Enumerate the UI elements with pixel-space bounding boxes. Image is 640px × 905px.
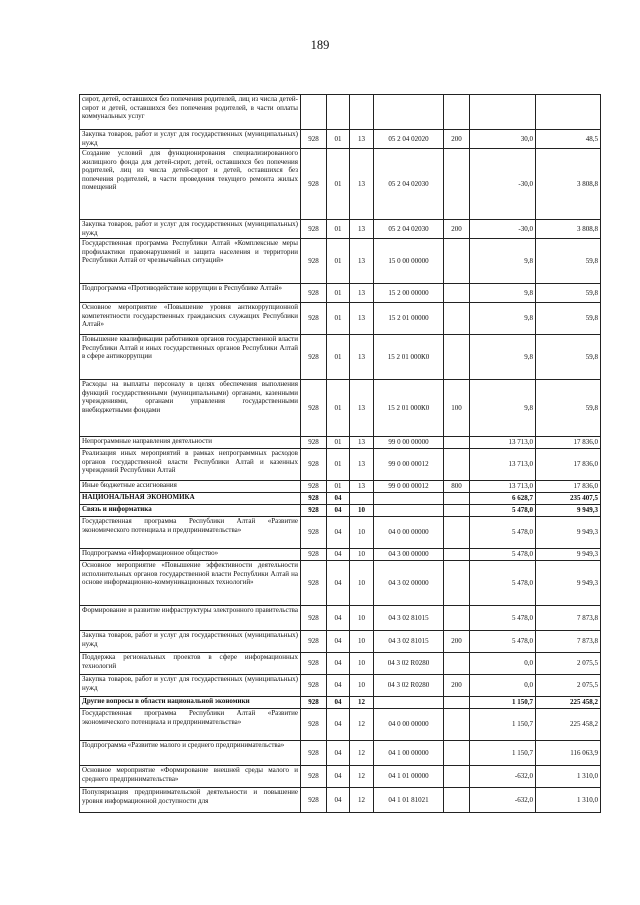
row-target-article: 99 0 00 00012 — [374, 481, 444, 493]
table-row — [80, 517, 601, 549]
row-expense-type — [444, 149, 470, 220]
row-amount-change: 1 150,7 — [470, 741, 536, 766]
row-grbs-code: 928 — [301, 766, 327, 788]
row-grbs-code: 928 — [301, 130, 327, 149]
row-subsection-code: 13 — [350, 437, 374, 449]
row-subsection-code: 10 — [350, 549, 374, 561]
row-amount-total: 3 808,8 — [536, 149, 601, 220]
row-grbs-code: 928 — [301, 653, 327, 675]
row-amount-change: 9,8 — [470, 380, 536, 437]
table-row — [80, 606, 601, 631]
row-target-article: 15 2 00 00000 — [374, 284, 444, 303]
row-amount-change: 1 150,7 — [470, 697, 536, 709]
row-subsection-code: 13 — [350, 449, 374, 481]
row-target-article: 15 2 01 00000 — [374, 303, 444, 335]
row-description: Формирование и развитие инфраструктуры электронного правительства — [80, 606, 301, 631]
row-subsection-code: 13 — [350, 239, 374, 284]
row-grbs-code: 928 — [301, 675, 327, 697]
row-target-article: 15 2 01 000К0 — [374, 380, 444, 437]
row-section-code: 01 — [327, 149, 350, 220]
row-expense-type — [444, 606, 470, 631]
row-expense-type — [444, 239, 470, 284]
row-amount-total: 59,8 — [536, 303, 601, 335]
row-description: Непрограммные направления деятельности — [80, 437, 301, 449]
row-subsection-code: 10 — [350, 505, 374, 517]
row-subsection-code: 10 — [350, 606, 374, 631]
table-row — [80, 95, 601, 130]
row-description: Популяризация предпринимательской деятельности и повышение уровня информационной доступности для — [80, 788, 301, 813]
row-description: Создание условий для функционирования специализированного жилищного фонда для детей-сирот, детей, оставшихся без попечения родителей, лиц из числа детей-сирот и детей, оставшихся без попечения родителей, в части проведения текущего ремонта жилых помещений — [80, 149, 301, 220]
row-grbs-code: 928 — [301, 449, 327, 481]
row-amount-total: 225 458,2 — [536, 697, 601, 709]
table-row — [80, 149, 601, 220]
row-amount-total: 3 808,8 — [536, 220, 601, 239]
row-description: Связь и информатика — [80, 505, 301, 517]
table-row — [80, 493, 601, 505]
row-section-code: 04 — [327, 493, 350, 505]
row-amount-total: 59,8 — [536, 284, 601, 303]
table-row — [80, 549, 601, 561]
row-amount-total: 116 063,9 — [536, 741, 601, 766]
row-subsection-code: 10 — [350, 653, 374, 675]
row-expense-type — [444, 505, 470, 517]
row-subsection-code: 13 — [350, 149, 374, 220]
budget-table-body — [80, 95, 601, 813]
row-description: НАЦИОНАЛЬНАЯ ЭКОНОМИКА — [80, 493, 301, 505]
row-description: Иные бюджетные ассигнования — [80, 481, 301, 493]
row-grbs-code: 928 — [301, 380, 327, 437]
row-grbs-code: 928 — [301, 606, 327, 631]
row-subsection-code: 13 — [350, 335, 374, 380]
row-section-code: 04 — [327, 675, 350, 697]
row-expense-type — [444, 303, 470, 335]
page-number: 189 — [310, 38, 330, 52]
row-target-article — [374, 505, 444, 517]
row-expense-type: 200 — [444, 220, 470, 239]
row-description: Закупка товаров, работ и услуг для государственных (муниципальных) нужд — [80, 220, 301, 239]
row-amount-total — [536, 95, 601, 130]
row-subsection-code: 13 — [350, 130, 374, 149]
row-grbs-code: 928 — [301, 493, 327, 505]
row-section-code: 04 — [327, 741, 350, 766]
row-amount-change: 5 478,0 — [470, 561, 536, 606]
row-amount-total: 1 310,0 — [536, 766, 601, 788]
row-expense-type — [444, 95, 470, 130]
table-row — [80, 220, 601, 239]
row-description: Повышение квалификации работников органов государственной власти Республики Алтай и иных государственных органов Республики Алтай в сфере антикоррупции — [80, 335, 301, 380]
row-subsection-code: 10 — [350, 675, 374, 697]
row-amount-total: 48,5 — [536, 130, 601, 149]
row-subsection-code: 13 — [350, 481, 374, 493]
row-description: Подпрограмма «Информационное общество» — [80, 549, 301, 561]
row-description: Государственная программа Республики Алтай «Развитие экономического потенциала и предпринимательства» — [80, 709, 301, 741]
row-subsection-code: 12 — [350, 766, 374, 788]
row-grbs-code: 928 — [301, 220, 327, 239]
row-section-code — [327, 95, 350, 130]
row-amount-change: 9,8 — [470, 284, 536, 303]
row-description: Другие вопросы в области национальной экономики — [80, 697, 301, 709]
row-section-code: 04 — [327, 709, 350, 741]
row-section-code: 04 — [327, 653, 350, 675]
table-row — [80, 766, 601, 788]
row-amount-total: 1 310,0 — [536, 788, 601, 813]
table-row — [80, 284, 601, 303]
row-amount-total: 59,8 — [536, 335, 601, 380]
row-section-code: 01 — [327, 437, 350, 449]
row-amount-total: 17 836,0 — [536, 481, 601, 493]
row-section-code: 01 — [327, 335, 350, 380]
row-expense-type: 200 — [444, 130, 470, 149]
row-grbs-code: 928 — [301, 149, 327, 220]
table-row — [80, 449, 601, 481]
row-target-article: 05 2 04 02030 — [374, 220, 444, 239]
row-expense-type: 800 — [444, 481, 470, 493]
row-amount-change: -30,0 — [470, 220, 536, 239]
table-row — [80, 561, 601, 606]
row-grbs-code: 928 — [301, 549, 327, 561]
row-amount-change: -632,0 — [470, 766, 536, 788]
row-target-article: 04 3 02 81015 — [374, 606, 444, 631]
row-section-code: 04 — [327, 788, 350, 813]
table-row — [80, 788, 601, 813]
row-target-article: 04 1 01 00000 — [374, 766, 444, 788]
row-subsection-code: 10 — [350, 631, 374, 653]
row-description: Основное мероприятие «Повышение эффективности деятельности исполнительных органов государственной власти Республики Алтай на основе информационно-коммуникационных технологий» — [80, 561, 301, 606]
row-description: Закупка товаров, работ и услуг для государственных (муниципальных) нужд — [80, 675, 301, 697]
row-amount-change: 5 478,0 — [470, 517, 536, 549]
row-amount-total: 225 458,2 — [536, 709, 601, 741]
row-amount-change: 1 150,7 — [470, 709, 536, 741]
row-amount-total: 9 949,3 — [536, 549, 601, 561]
row-target-article: 05 2 04 02020 — [374, 130, 444, 149]
table-row — [80, 697, 601, 709]
row-target-article: 04 0 00 00000 — [374, 709, 444, 741]
row-amount-total: 2 075,5 — [536, 653, 601, 675]
row-expense-type: 200 — [444, 631, 470, 653]
table-row — [80, 303, 601, 335]
row-amount-change: 13 713,0 — [470, 481, 536, 493]
table-row — [80, 709, 601, 741]
row-expense-type — [444, 766, 470, 788]
row-grbs-code: 928 — [301, 697, 327, 709]
row-section-code: 01 — [327, 130, 350, 149]
row-amount-total: 59,8 — [536, 380, 601, 437]
table-row — [80, 505, 601, 517]
row-amount-change: -632,0 — [470, 788, 536, 813]
row-target-article — [374, 697, 444, 709]
row-target-article — [374, 95, 444, 130]
row-description: Подпрограмма «Противодействие коррупции в Республике Алтай» — [80, 284, 301, 303]
row-amount-change: 13 713,0 — [470, 437, 536, 449]
table-row — [80, 335, 601, 380]
row-expense-type — [444, 653, 470, 675]
row-grbs-code: 928 — [301, 741, 327, 766]
row-amount-total: 9 949,3 — [536, 517, 601, 549]
row-subsection-code: 12 — [350, 741, 374, 766]
row-amount-change: -30,0 — [470, 149, 536, 220]
row-section-code: 04 — [327, 561, 350, 606]
row-amount-total: 17 836,0 — [536, 449, 601, 481]
row-expense-type — [444, 335, 470, 380]
row-section-code: 04 — [327, 631, 350, 653]
row-amount-change: 13 713,0 — [470, 449, 536, 481]
row-subsection-code: 10 — [350, 517, 374, 549]
row-expense-type: 200 — [444, 675, 470, 697]
row-description: Основное мероприятие «Формирование внешней среды малого и среднего предпринимательства» — [80, 766, 301, 788]
row-target-article: 15 2 01 000К0 — [374, 335, 444, 380]
row-target-article: 05 2 04 02030 — [374, 149, 444, 220]
row-amount-total: 235 407,5 — [536, 493, 601, 505]
row-amount-change: 5 478,0 — [470, 549, 536, 561]
row-description: Основное мероприятие «Повышение уровня антикоррупционной компетентности государственных гражданских служащих Республики Алтай» — [80, 303, 301, 335]
row-grbs-code: 928 — [301, 709, 327, 741]
row-expense-type: 100 — [444, 380, 470, 437]
table-row — [80, 741, 601, 766]
row-target-article — [374, 493, 444, 505]
row-target-article: 04 1 01 81021 — [374, 788, 444, 813]
row-grbs-code: 928 — [301, 335, 327, 380]
row-grbs-code: 928 — [301, 481, 327, 493]
table-row — [80, 239, 601, 284]
row-expense-type — [444, 437, 470, 449]
row-section-code: 01 — [327, 220, 350, 239]
row-expense-type — [444, 449, 470, 481]
row-amount-change: 5 478,0 — [470, 505, 536, 517]
row-amount-change: 9,8 — [470, 239, 536, 284]
row-amount-change: 5 478,0 — [470, 631, 536, 653]
row-amount-total: 7 873,8 — [536, 631, 601, 653]
row-description: Подпрограмма «Развитие малого и среднего предпринимательства» — [80, 741, 301, 766]
row-expense-type — [444, 284, 470, 303]
row-expense-type — [444, 493, 470, 505]
row-section-code: 04 — [327, 606, 350, 631]
row-subsection-code: 12 — [350, 788, 374, 813]
row-expense-type — [444, 549, 470, 561]
row-section-code: 01 — [327, 481, 350, 493]
row-subsection-code — [350, 95, 374, 130]
row-subsection-code — [350, 493, 374, 505]
row-target-article: 04 3 00 00000 — [374, 549, 444, 561]
row-amount-change: 6 628,7 — [470, 493, 536, 505]
row-description: сирот, детей, оставшихся без попечения родителей, лиц из числа детей-сирот и детей, оставшихся без попечения родителей, в части оплаты коммунальных услуг — [80, 95, 301, 130]
table-row — [80, 481, 601, 493]
row-description: Государственная программа Республики Алтай «Комплексные меры профилактики правонарушений и защита населения и территории Республики Алтай от чрезвычайных ситуаций» — [80, 239, 301, 284]
row-section-code: 04 — [327, 517, 350, 549]
row-expense-type — [444, 517, 470, 549]
row-description: Государственная программа Республики Алтай «Развитие экономического потенциала и предпринимательства» — [80, 517, 301, 549]
table-row — [80, 675, 601, 697]
row-grbs-code: 928 — [301, 239, 327, 284]
row-description: Расходы на выплаты персоналу в целях обеспечения выполнения функций государственными (муниципальными) органами, казенными учреждениями, органами управления государственными внебюджетными фондами — [80, 380, 301, 437]
budget-table — [79, 94, 601, 813]
row-subsection-code: 12 — [350, 709, 374, 741]
row-grbs-code: 928 — [301, 561, 327, 606]
row-grbs-code: 928 — [301, 631, 327, 653]
row-amount-total: 9 949,3 — [536, 505, 601, 517]
table-row — [80, 631, 601, 653]
row-amount-change — [470, 95, 536, 130]
row-expense-type — [444, 788, 470, 813]
row-target-article: 04 3 02 R0280 — [374, 675, 444, 697]
row-target-article: 04 3 02 81015 — [374, 631, 444, 653]
row-amount-change: 0,0 — [470, 653, 536, 675]
row-grbs-code: 928 — [301, 517, 327, 549]
row-amount-change: 9,8 — [470, 335, 536, 380]
row-grbs-code — [301, 95, 327, 130]
row-amount-total: 9 949,3 — [536, 561, 601, 606]
row-section-code: 04 — [327, 549, 350, 561]
row-section-code: 01 — [327, 239, 350, 284]
row-amount-change: 5 478,0 — [470, 606, 536, 631]
row-description: Закупка товаров, работ и услуг для государственных (муниципальных) нужд — [80, 631, 301, 653]
row-description: Закупка товаров, работ и услуг для государственных (муниципальных) нужд — [80, 130, 301, 149]
row-grbs-code: 928 — [301, 505, 327, 517]
row-amount-total: 7 873,8 — [536, 606, 601, 631]
row-description: Поддержка региональных проектов в сфере информационных технологий — [80, 653, 301, 675]
row-target-article: 99 0 00 00000 — [374, 437, 444, 449]
row-grbs-code: 928 — [301, 303, 327, 335]
row-target-article: 04 3 02 00000 — [374, 561, 444, 606]
row-expense-type — [444, 741, 470, 766]
row-target-article: 04 3 02 R0280 — [374, 653, 444, 675]
row-amount-change: 9,8 — [470, 303, 536, 335]
row-section-code: 04 — [327, 766, 350, 788]
row-description: Реализация иных мероприятий в рамках непрограммных расходов органов государственной власти Республики Алтай и казенных учреждений Республики Алтай — [80, 449, 301, 481]
row-subsection-code: 12 — [350, 697, 374, 709]
row-section-code: 01 — [327, 449, 350, 481]
table-row — [80, 653, 601, 675]
row-target-article: 04 0 00 00000 — [374, 517, 444, 549]
row-target-article: 04 1 00 00000 — [374, 741, 444, 766]
table-row — [80, 380, 601, 437]
row-subsection-code: 10 — [350, 561, 374, 606]
row-grbs-code: 928 — [301, 788, 327, 813]
row-expense-type — [444, 697, 470, 709]
row-target-article: 99 0 00 00012 — [374, 449, 444, 481]
row-subsection-code: 13 — [350, 380, 374, 437]
row-subsection-code: 13 — [350, 303, 374, 335]
row-expense-type — [444, 561, 470, 606]
row-section-code: 04 — [327, 505, 350, 517]
row-amount-total: 2 075,5 — [536, 675, 601, 697]
row-amount-total: 17 836,0 — [536, 437, 601, 449]
row-expense-type — [444, 709, 470, 741]
row-section-code: 01 — [327, 284, 350, 303]
row-subsection-code: 13 — [350, 220, 374, 239]
row-amount-change: 30,0 — [470, 130, 536, 149]
row-section-code: 01 — [327, 380, 350, 437]
table-row — [80, 437, 601, 449]
row-subsection-code: 13 — [350, 284, 374, 303]
row-amount-change: 0,0 — [470, 675, 536, 697]
row-section-code: 04 — [327, 697, 350, 709]
row-section-code: 01 — [327, 303, 350, 335]
row-grbs-code: 928 — [301, 284, 327, 303]
row-amount-total: 59,8 — [536, 239, 601, 284]
row-grbs-code: 928 — [301, 437, 327, 449]
row-target-article: 15 0 00 00000 — [374, 239, 444, 284]
table-row — [80, 130, 601, 149]
